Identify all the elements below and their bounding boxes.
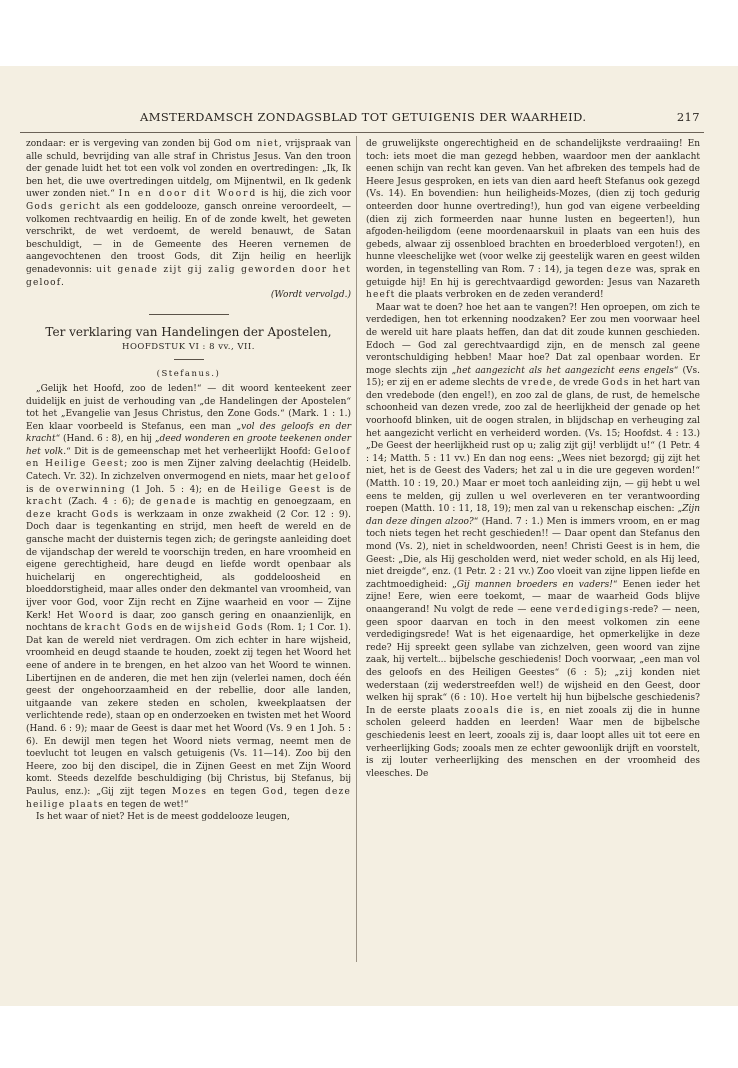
text-run: is de [321, 484, 352, 495]
text-run: de gruwelijkste ongerechtigheid en de schandelijkste verdraaiing! En toch: iets moet die man gezegd hebben, waardoor men der aanklacht eenen schijn van recht kan geven. Van het afbreken des tempels had de Heere Jesus gesproken, en iets van dien aard heeft Stefanus ook gezegd (Vs. 14). En bovendien: hun heiligheids-Mozes, (dien zij toch gedurig onteerden door hunne overtreding!), hun god van eigene verbeelding (dien zij zich formeerden naar hunne lusten en begeerten!), hun afgoden-heiligdom (eene moordenaarskuil in plaats van een huis des gebeds, alwaar zij ossenbloed brachten en broederbloed vergoten!), en hunne vleeschelijke wet (voor welke zij geestelijk waren en geest wilden worden, in tegenstelling van Rom. 7 : 14), ja tegen [366, 139, 700, 275]
text-run: -rede? — neen, geen spoor daarvan en toch in den meest volkomen zin eene verdedigingsrede! Wat is het eigenaardige, het opmerkelijke in deze rede? Hij spreekt geen syllabe van zichzelven, geen woord van zijne zaak, hij vertelt... bijbelsche geschiedenis! Doch voorwaar, „een man vol des geloofs en des Heiligen Geestes“ (6 : 5); „ [366, 604, 700, 678]
spaced-text: Gods [91, 509, 120, 520]
spaced-text: genade [156, 497, 197, 508]
spaced-text: geloof [315, 472, 351, 483]
italic-text: het aangezicht als het aangezicht eens engels [456, 365, 674, 376]
section-title: Ter verklaring van Handelingen der Apostelen, [45, 324, 332, 339]
spaced-text: Gods gericht [26, 201, 101, 212]
italic-text: deed wonderen en groote teekenen onder het volk. [26, 434, 351, 457]
text-run: , tegen [284, 786, 326, 797]
running-header [140, 110, 700, 128]
paragraph [366, 302, 700, 781]
text-run: als een goddelooze, gansch onreine veroordeelt, — volkomen rechtvaardig en heilig. En of de zonde kwelt, het geweten verschrikt, de wet verdoemt, de wereld benauwt, de Satan beschuldigt, — in de Gemeente des Heeren vernemen de aangevochtenen den troost Gods, dit Zijn heilig en heerlijk genadevonnis: [26, 201, 351, 275]
text-run: , vrijspraak van alle schuld, bevrijding van alle straf in Christus Jesus. Van den troon der genade luidt het tot een volk vol zonden en overtredingen: „Ik, Ik ben het, die uwe overtredingen uitdelg, om Mijnentwil, en Ik gedenk uwer zonden niet.“ [26, 139, 351, 200]
spaced-text: deze [606, 264, 633, 275]
text-run: “ (Hand. 6 : 8), en hij „ [55, 434, 160, 445]
text-run: die plaats verbroken en de zeden veranderd! [395, 290, 604, 301]
text-run: ; zoo is men Zijner zalving deelachtig (Heidelb. Catech. Vr. 32). In zichzelven onvermogend en niets, maar het [26, 459, 351, 483]
text-run: “ Dit is de gemeenschap met het verheerlijkt Hoofd: [66, 446, 315, 457]
spaced-text: deze heilige plaats [26, 786, 351, 810]
spaced-text: heeft [366, 290, 396, 301]
spaced-text: verdedigings [555, 604, 630, 615]
paragraph [26, 383, 351, 811]
spaced-text: zij [619, 667, 634, 678]
text-run: en tegen de wet!“ [104, 799, 189, 810]
text-run: Maar wat te doen? hoe het aan te vangen?! Hen oproepen, om zich te verdedigen, hen tot erkenning noodzaken? Eer zou men voorwaar heel de wereld uit hare plaats heffen, dan dat dit zoude kunnen geschieden. Edoch — God zal gerechtvaardigd zijn, en de mensch zal geene verontschuldiging hebben! Maar hoe? Dat zal openbaar worden. Er moge slechts zijn „ [366, 302, 700, 376]
spaced-text: om niet [235, 139, 279, 149]
text-run: en de [153, 623, 185, 634]
page-number: 217 [676, 110, 700, 124]
text-run: zondaar: er is vergeving van zonden bij God [26, 139, 236, 149]
text-run: en tegen [207, 786, 263, 797]
text-run: is daar, zoo gansch gering en onaanzienlijk, en nochtans de [26, 610, 351, 634]
text-run: is de [26, 484, 56, 495]
paragraph: Is het waar of niet? Het is de meest goddelooze leugen, [36, 812, 290, 823]
text-run: , de vrede [553, 378, 602, 389]
text-run: (1 Joh. 5 : 4); en de [125, 484, 241, 495]
italic-text: Zijn dan deze dingen alzoo? [366, 504, 700, 527]
text-run: was, sprak en getuigde hij! En hij is gerechtvaardigd geworden: Jesus van Nazareth [366, 264, 700, 288]
spaced-text: overwinning [55, 484, 126, 495]
short-divider [174, 359, 204, 360]
spaced-text: Hoe [491, 693, 514, 704]
right-column [366, 138, 700, 780]
spaced-text: uit genade zijt gij zalig geworden door het geloof. [26, 264, 352, 288]
text-run: vertelt hij hun bijbelsche geschiedenis? In de eerste plaats [366, 693, 700, 716]
section-divider [149, 314, 229, 315]
text-run: „Gelijk het Hoofd, zoo de leden!“ — dit woord kenteekent zeer duidelijk en juist de verhouding van „de Handelingen der Apostelen“ tot het „Evangelie van Jesus Christus, den Zone Gods.“ (Mark. 1 : 1.) Een klaar voorbeeld is Stefanus, een man „ [26, 383, 351, 432]
spaced-text: Mozes [171, 786, 208, 797]
speaker-label: (Stefanus.) [156, 369, 221, 380]
text-run: (Rom. 1; 1 Cor. 1). Dat kan de wereld niet verdragen. Om zich echter in hare wijsheid, vroomheid en deugd staande te houden, zoekt zij tegen het Woord het eene of andere in te brengen, en het alzoo van het Woord te winnen. Libertijnen en de anderen, die met hen zijn (velerlei namen, doch één geest der ongehoorzaamheid en der rebellie, door alle landen, uitgaande van zekere steden en scholen, kweekplaatsen der verlichtende rede), staan op en onderzoeken en twisten met het Woord (Hand. 6 : 9); maar de Geest is daar met het Woord (Vs. 9 en 1 Joh. 5 : 6). En dewijl men tegen het Woord niets vermag, neemt men de toevlucht tot leugen en valsch getuigenis (Vs. 11—14). Zoo bij den Heere, zoo bij den discipel, die in Zijnen Geest en met Zijn Woord komt. Steeds dezelfde beschuldiging (bij Christus, bij Stefanus, bij Paulus, enz.): „Gij zijt tegen [26, 623, 352, 797]
left-column [26, 138, 351, 824]
spaced-text: Heilige Geest [240, 484, 322, 495]
italic-text: vol des geloofs en der kracht [26, 421, 352, 445]
text-run: in het hart van den vredebode (den engel!), en zoo zal de glans, de rust, de hemelsche schoonheid van dezen vrede, zoo zal de heerlijkheid der genade op het voorhoofd blinken, uit de oogen stralen, in blijdschap en verheuging zal het aangezicht verlicht en verheiderd worden. (Vs. 15; Hoofdst. 4 : 13.) „De Geest der heerlijkheid rust op u; zalig zijt gij! verblijdt u!“ (1 Petr. 4 : 14; Matth. 5 : 11 vv.) En dan nog eens: „Wees niet bezorgd; gij zijt het niet, het is de Geest des Vaders; het zal u in die ure gegeven worden!“ (Matth. 10 : 19, 20.) Maar er moet toch aanleiding zijn, — gij hebt u wel eens te melden, gij zullen u wel overleveren en ter verantwoording roepen (Matth. 10 : 11, 18, 19); men zal van u rekenschap eischen: „ [366, 378, 701, 515]
italic-text: Gij mannen broeders en vaders! [456, 579, 613, 590]
spaced-text: kracht Gods [84, 623, 154, 634]
text-run: konden niet wederstaan (zij wederstreefden wel!) de wijsheid en den Geest, door welken hij sprak“ (6 : 10). [366, 667, 700, 704]
column-divider [356, 136, 357, 962]
paragraph [366, 138, 700, 302]
text-run: kracht [51, 509, 92, 520]
spaced-text: Gods [601, 378, 630, 389]
text-run: “ (Hand. 7 : 1.) Men is immers vroom, en er mag toch niets tegen het recht geschieden!! — Daar opent dan Stefanus den mond (Vs. 2), niet in scheldwoorden, neen! Christi Geest is in hem, die Geest: „Die, als Hij gescholden werd, niet weder schold, en als Hij leed, niet dreigde“, enz. (1 Petr. 2 : 21 vv.) Zoo vloeit van zijne lippen liefde en zachtmoedigheid: „ [366, 516, 700, 590]
header-rule [20, 132, 704, 133]
spaced-text: Geloof en Heilige Geest [26, 446, 352, 470]
text-run: “ (Vs. 15); er zij en er ademe slechts de [366, 365, 701, 389]
spaced-text: wijsheid Gods [184, 623, 264, 634]
text-run: is werkzaam in onze zwakheid (2 Cor. 12 : 9). Doch daar is tegenkanting en strijd, men heeft de wereld en de gansche macht der duisternis tegen zich; de geringste aanleiding doet de vijandschap der wereld te voorschijn treden, en hare vroomheid en eigene gerechtigheid, hare deugd en liefde wordt openbaar als huichelarij en ongerechtigheid, als goddeloosheid en bloeddorstigheid, maar alles onder den dekmantel van vroomheid, van ijver voor God, voor Zijn recht en Zijne waarheid en voor — Zijne Kerk! Het [26, 509, 351, 621]
spaced-text: vrede [521, 378, 554, 389]
paragraph-continuation [26, 138, 351, 289]
text-run: (Zach. 4 : 6); de [62, 497, 157, 508]
text-run: , en niet zooals zij die in hunne scholen geleerd hadden en leerden! Waar men de bijbelsche geschiedenis leest en leert, zooals zij is, daar loopt alles uit tot eere en verheerlijking Gods; zooals men ze echter gewoonlijk drijft en voorstelt, is zij louter verheerlijking des menschen en der vroomheid des vleesches. De [366, 705, 700, 779]
section-subtitle: HOOFDSTUK VI : 8 vv., VII. [122, 341, 255, 352]
spaced-text: zooals die is [464, 705, 541, 716]
spaced-text: Woord [78, 610, 115, 621]
spaced-text: In en door dit Woord [118, 189, 258, 200]
spaced-text: kracht [26, 497, 63, 508]
text-run: “ Eenen ieder het zijne! Eere, wien eere toekomt, — maar de waarheid Gods blijve onaangerand! Nu volgt de rede — eene [366, 579, 700, 615]
spaced-text: deze [26, 509, 52, 520]
continuation-note: (Wordt vervolgd.) [270, 290, 351, 301]
text-run: is machtig en genoegzaam, en [196, 497, 351, 508]
journal-title: AMSTERDAMSCH ZONDAGSBLAD TOT GETUIGENIS DER WAARHEID. [140, 110, 587, 124]
spaced-text: God [262, 786, 285, 797]
text-run: is hij, die zich voor [257, 189, 351, 200]
